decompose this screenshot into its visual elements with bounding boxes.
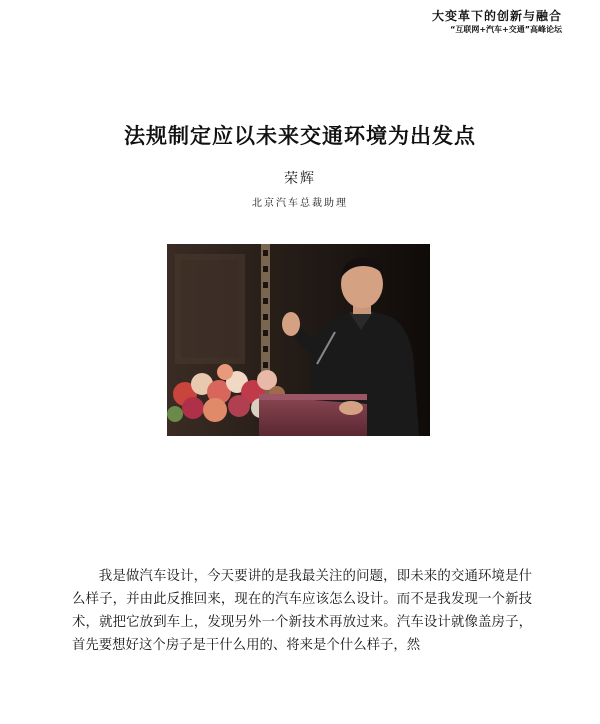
header-subtitle: “互联网+汽车+交通”高峰论坛 (450, 25, 562, 34)
backdrop-panel-inner (181, 260, 239, 358)
speaker-photo (167, 244, 430, 436)
body-paragraph: 我是做汽车设计，今天要讲的是我最关注的问题，即未来的交通环境是什么样子，并由此反推回来，现在的汽车应该怎么设计。而不是我发现一个新技术，就把它放到车上，发现另外一个新技术再放过来。汽车设计就像盖房子，首先要想好这个房子是干什么用的、将来是个什么样子，然 (72, 569, 532, 653)
speaker-hand-podium (339, 401, 363, 415)
author-name: 荣辉 (284, 171, 316, 187)
header-title: 大变革下的创新与融合 (431, 9, 562, 23)
podium-trim (259, 394, 367, 400)
author-affiliation: 北京汽车总裁助理 (252, 198, 348, 209)
article-title: 法规制定应以未来交通环境为出发点 (124, 124, 476, 148)
running-header (432, 8, 562, 36)
speaker-hand (282, 312, 300, 336)
